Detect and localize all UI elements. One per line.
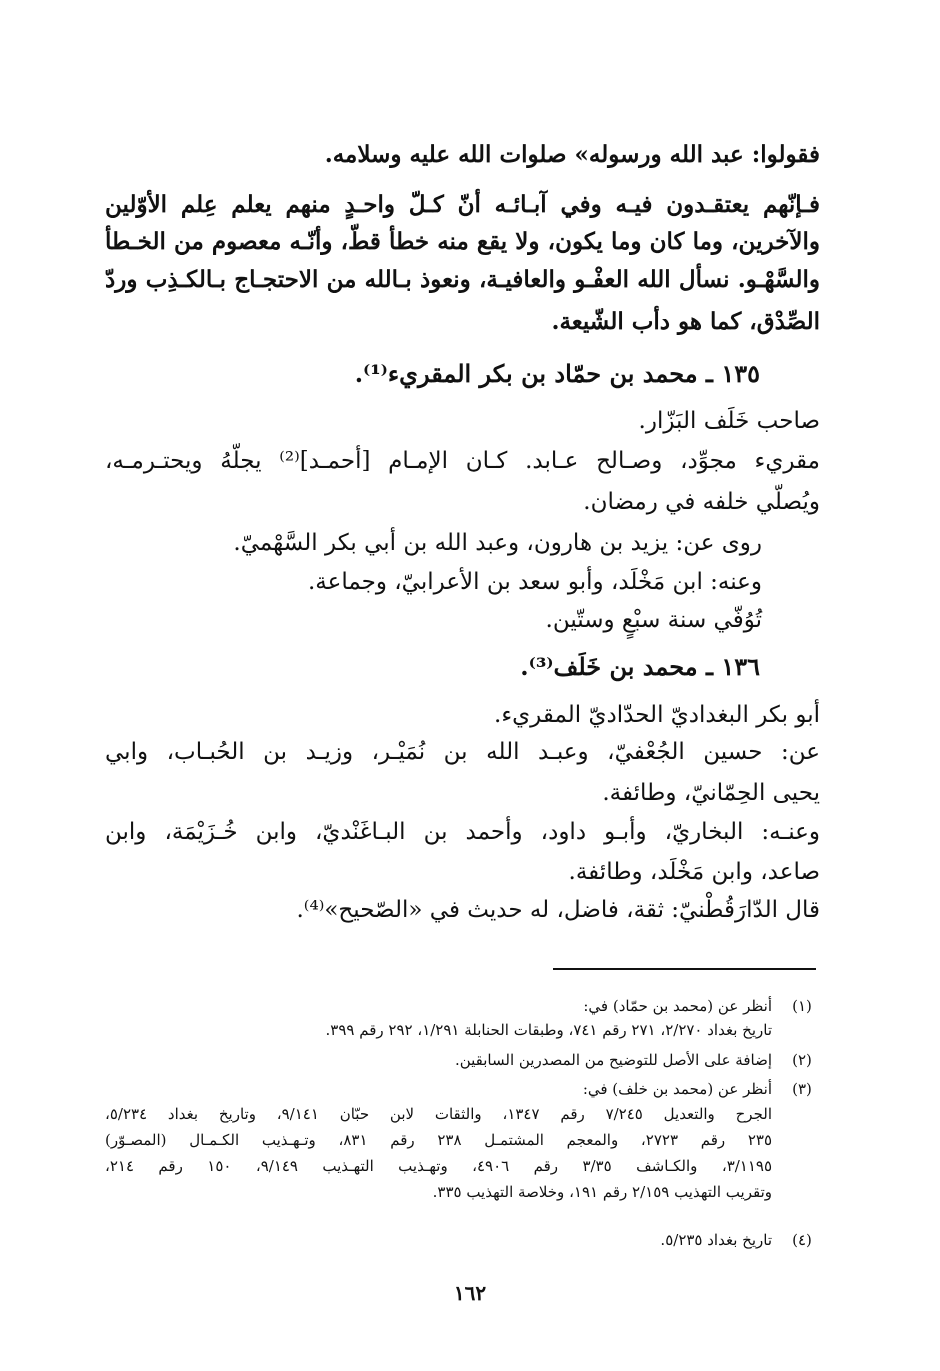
text-line: تُوُفّي سنة سبْعٍ وستّين. [545,607,762,633]
footnote [105,1048,820,1072]
text-line: يحيى الحِمّانيّ، وطائفة. [602,780,820,806]
text-line: فـإنّهم يعتقـدون فيـه وفي آبـائـه أنّ كـلّ واحـدٍ منهم يعلم عِلم الأوّلين [105,191,820,218]
text-line: مقريء مجوِّد، وصـالح عـابد. كـان الإمـام [أحمـد]⁽²⁾ يجلّهُ ويحتـرمـه، [105,448,820,474]
footnote-text: ٣/١١٩٥، والكـاشف ٣/٣٥ رقم ٤٩٠٦، وتهـذيب التهـذيب ٩/١٤٩، ١٥٠ رقم ٢١٤، [105,1157,773,1175]
entry-heading-135: ١٣٥ ـ محمد بن حمّاد بن بكر المقريء⁽¹⁾. [354,359,760,388]
text-line: وعنه: ابن مَخْلَد، وأبو سعد بن الأعرابيّ، وجماعة. [307,569,762,595]
footnote [105,994,820,1042]
footnote-text: ٢٣٥ رقم ٢٧٢٣، والمعجم المشتمـل ٢٣٨ رقم ٨٣١، وتـهـذيب الكـمـال (المصـوّر) [105,1131,773,1149]
footnote-separator [553,968,816,970]
page-number: ١٦٢ [453,1281,487,1305]
footnote [105,1077,820,1221]
text-line: والآخرين، وما كان وما يكون، ولا يقع منه خطأ قطّ، وأنّـه معصوم من الخـطأ [105,228,820,255]
text-line: صاعد، وابن مَخْلَد، وطائفة. [568,859,820,885]
footnote-number: (١) [792,997,812,1015]
footnote-number: (٣) [792,1080,812,1098]
footnote-text: تاريخ بغداد ٢/٢٧٠، ٢٧١ رقم ٧٤١، وطبقات الحنابلة ١/٢٩١، ٢٩٢ رقم ٣٩٩. [325,1021,772,1039]
text-line: والسَّهْـو. نسأل الله العفْـو والعافيـة، ونعوذ بـالله من الاحتجـاج بـالكـذِب وردّ [105,266,820,293]
text-line: روى عن: يزيد بن هارون، وعبد الله بن أبي بكر السَّهْميّ. [233,530,762,556]
footnote-text: أنظر عن (محمد بن حمّاد) في: [583,997,772,1015]
entry-heading-136: ١٣٦ ـ محمد بن خَلَف⁽³⁾. [520,652,760,681]
footnote-text: إضافة على الأصل للتوضيح من المصدرين السابقين. [454,1051,772,1069]
footnote-number: (٢) [792,1051,812,1069]
text-line: فقولوا: عبد الله ورسوله» صلوات الله عليه وسلامه. [324,141,820,168]
footnote-text: أنظر عن (محمد بن خلف) في: [582,1080,772,1098]
footnote-text: تاريخ بغداد ٥/٢٣٥. [660,1231,772,1249]
text-line: عن: حسين الجُعْفيّ، وعبـد الله بن نُمَيْـر، وزيـد بن الحُبـاب، وابي [105,739,820,765]
footnote-text: الجرح والتعديل ٧/٢٤٥ رقم ١٣٤٧، والثقات لابن حبّان ٩/١٤١، وتاريخ بغداد ٥/٢٣٤، [105,1105,772,1123]
text-line: قال الدّارَقُطْنيّ: ثقة، فاضل، له حديث في «الصّحيح»⁽⁴⁾. [296,897,820,923]
footnote-number: (٤) [792,1231,812,1249]
text-line: الصِّدْق، كما هو دأب الشّيعة. [551,308,820,335]
footnote-text: وتقريب التهذيب ٢/١٥٩ رقم ١٩١، وخلاصة التهذيب ٣٣٥. [432,1183,772,1201]
text-line: وعنـه: البخاريّ، وأبـو داود، وأحمد بن البـاغَنْديّ، وابن خُـزَيْمَة، وابن [105,819,820,845]
text-line: ويُصلّي خلفه في رمضان. [583,489,820,515]
footnote [105,1228,820,1252]
text-line: صاحب خَلَف البَزّار. [638,408,820,434]
text-line: أبو بكر البغداديّ الحدّاديّ المقريء. [494,702,820,728]
